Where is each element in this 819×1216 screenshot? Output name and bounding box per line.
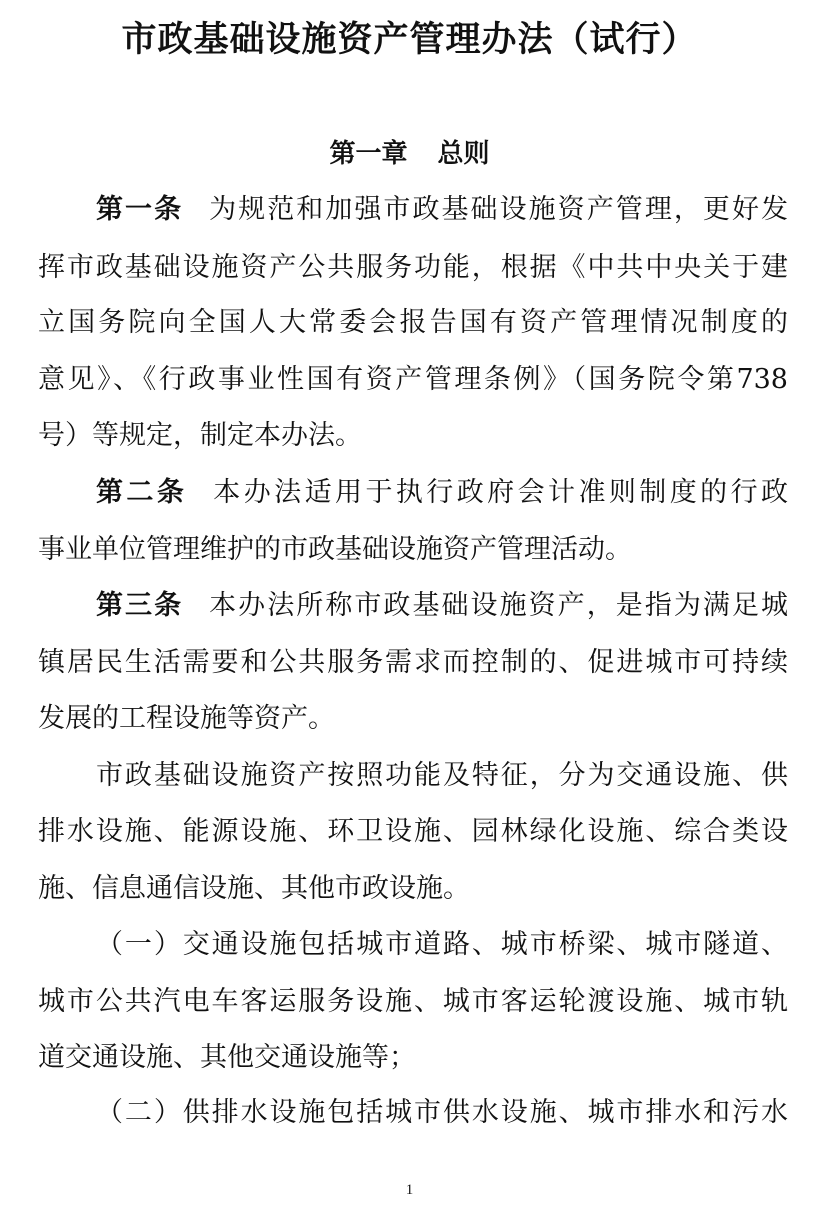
item-1-line-3: 道交通设施、其他交通设施等； [38,1042,416,1073]
document-title: 市政基础设施资产管理办法（试行） [121,19,698,60]
article-1-line-2: 挥市政基础设施资产公共服务功能，根据《中共中央关于建 [38,252,788,283]
item-1-line-1: （一）交通设施包括城市道路、城市桥梁、城市隧道、 [96,929,788,960]
categories-line-1: 市政基础设施资产按照功能及特征，分为交通设施、供 [96,760,788,791]
chapter-heading [0,132,819,176]
page-number: 1 [405,1182,414,1198]
article-1-line-4: 意见》、《行政事业性国有资产管理条例》（国务院令第738 [38,364,788,395]
article-3-line-1 [96,586,788,626]
article-3-number: 第三条 [96,590,184,621]
item-2-line-1: （二）供排水设施包括城市供水设施、城市排水和污水 [96,1097,788,1128]
article-3-text: 本办法所称市政基础设施资产，是指为满足城 [209,590,789,621]
article-1-line-5: 号）等规定，制定本办法。 [38,420,362,451]
article-3-line-2: 镇居民生活需要和公共服务需求而控制的、促进城市可持续 [38,647,788,678]
article-1-number: 第一条 [96,194,184,225]
chapter-number: 第一章 [329,139,408,169]
article-1-text: 为规范和加强市政基础设施资产管理，更好发 [209,194,789,225]
article-2-line-1 [96,473,788,513]
categories-line-2: 排水设施、能源设施、环卫设施、园林绿化设施、综合类设 [38,816,788,847]
categories-line-3: 施、信息通信设施、其他市政设施。 [38,873,470,904]
article-2-text: 本办法适用于执行政府会计准则制度的行政 [213,477,789,508]
article-1-line-1 [96,190,788,230]
chapter-name: 总则 [437,139,490,169]
article-2-line-2: 事业单位管理维护的市政基础设施资产管理活动。 [38,534,632,565]
article-2-number: 第二条 [96,477,188,508]
article-3-line-3: 发展的工程设施等资产。 [38,703,335,734]
article-1-line-3: 立国务院向全国人大常委会报告国有资产管理情况制度的 [38,307,788,338]
item-1-line-2: 城市公共汽电车客运服务设施、城市客运轮渡设施、城市轨 [38,986,788,1017]
